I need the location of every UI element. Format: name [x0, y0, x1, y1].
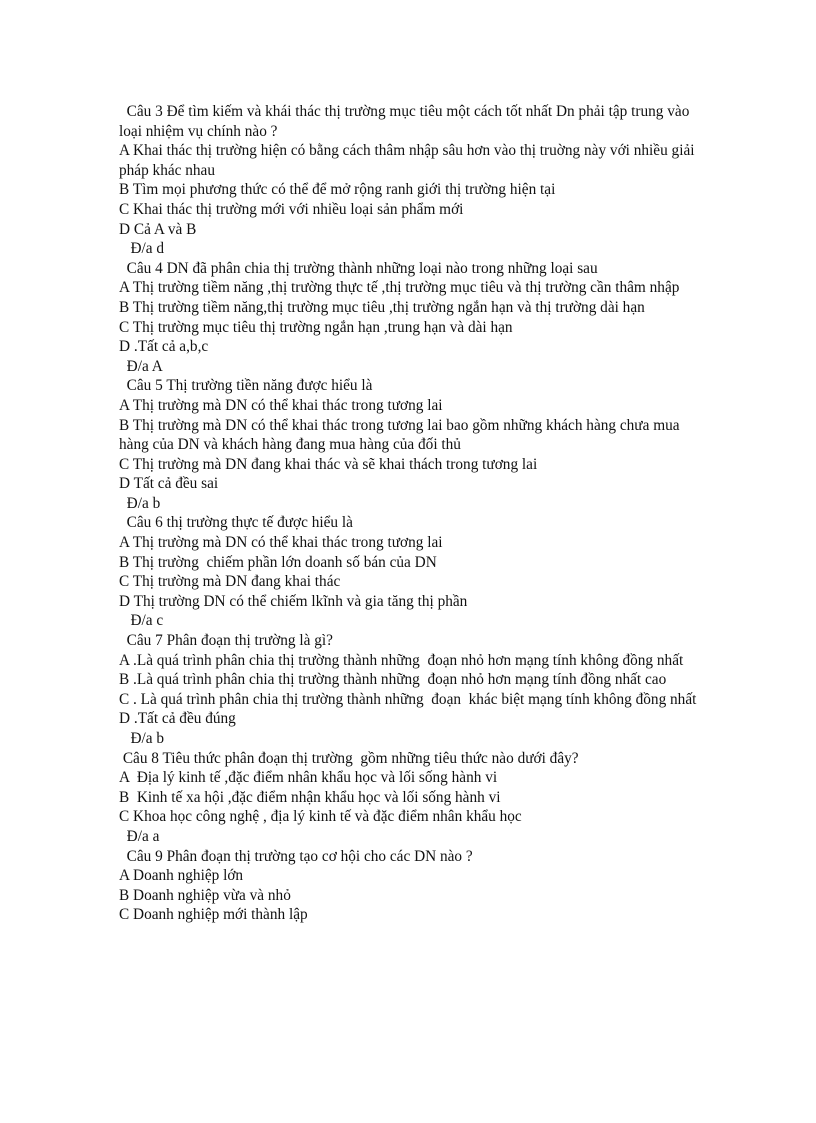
q3-option-c: C Khai thác thị trường mới với nhiều loại sản phẩm mới: [119, 200, 464, 218]
q3-option-d: D Cả A và B: [119, 220, 197, 238]
q6-option-c: C Thị trường mà DN đang khai thác: [119, 573, 341, 591]
q7-option-a: A .Là quá trình phân chia thị trường thành những đoạn nhỏ hơn mạng tính không đồng nhất: [119, 651, 684, 669]
q6-answer: Đ/a c: [119, 612, 164, 630]
q5-option-b: B Thị trường mà DN có thể khai thác trong tương lai bao gồm những khách hàng chưa mua hàng của DN và khách hàng đang mua hàng của đối thủ: [119, 416, 684, 454]
q7-answer: Đ/a b: [119, 730, 165, 747]
question-8-text: Câu 8 Tiêu thức phân đoạn thị trường gồm những tiêu thức nào dưới đây?: [119, 749, 579, 767]
q7-option-c: C . Là quá trình phân chia thị trường thành những đoạn khác biệt mạng tính không đồng nhất: [119, 690, 697, 708]
q4-option-a: A Thị trường tiềm năng ,thị trường thực tế ,thị trường mục tiêu và thị trường cần thâm nhập: [119, 279, 680, 297]
q9-option-c: C Doanh nghiệp mới thành lập: [119, 906, 308, 924]
q3-option-b: B Tìm mọi phương thức có thể để mở rộng ranh giới thị trường hiện tại: [119, 181, 556, 199]
document-body: [119, 102, 699, 925]
q4-option-c: C Thị trường mục tiêu thị trường ngắn hạn ,trung hạn và dài hạn: [119, 318, 513, 336]
q9-option-a: A Doanh nghiệp lớn: [119, 867, 244, 885]
q8-option-a: A Địa lý kinh tế ,đặc điểm nhân khẩu học và lối sống hành vi: [119, 769, 498, 787]
q5-option-c: C Thị trường mà DN đang khai thác và sẽ khai thách trong tương lai: [119, 455, 538, 473]
q6-option-d: D Thị trường DN có thể chiếm lkĩnh và gia tăng thị phần: [119, 592, 468, 610]
q9-option-b: B Doanh nghiệp vừa và nhỏ: [119, 886, 291, 904]
q4-answer: Đ/a A: [119, 357, 163, 375]
q7-option-b: B .Là quá trình phân chia thị trường thành những đoạn nhỏ hơn mạng tính đồng nhất cao: [119, 671, 667, 689]
q5-answer: Đ/a b: [119, 494, 161, 512]
question-6-text: Câu 6 thị trường thực tế được hiểu là: [119, 514, 353, 532]
q8-answer: Đ/a a: [119, 827, 160, 845]
q4-option-d: D .Tất cả a,b,c: [119, 338, 209, 356]
q7-option-d: D .Tất cả đều đúng: [119, 710, 236, 728]
q4-option-b: B Thị trường tiềm năng,thị trường mục tiêu ,thị trường ngắn hạn và thị trường dài hạn: [119, 298, 645, 316]
question-3-text: Câu 3 Để tìm kiếm và khái thác thị trường mục tiêu một cách tốt nhất Dn phải tập trung vào loại nhiệm vụ chính nào ?: [119, 103, 694, 140]
q5-option-d: D Tất cả đều sai: [119, 475, 219, 493]
question-7-text: Câu 7 Phân đoạn thị trường là gì?: [119, 632, 333, 650]
q8-option-c: C Khoa học công nghệ , địa lý kinh tế và đặc điểm nhân khẩu học: [119, 808, 522, 826]
question-5-text: Câu 5 Thị trường tiền năng được hiểu là: [119, 377, 373, 395]
q8-option-b: B Kinh tế xa hội ,đặc điểm nhận khẩu học và lối sống hành vi: [119, 788, 501, 806]
q6-option-b: B Thị trường chiếm phần lớn doanh số bán của DN: [119, 553, 437, 571]
q6-option-a: A Thị trường mà DN có thể khai thác trong tương lai: [119, 534, 443, 552]
q5-option-a: A Thị trường mà DN có thể khai thác trong tương lai: [119, 396, 443, 414]
q3-option-a: A Khai thác thị trường hiện có bằng cách thâm nhập sâu hơn vào thị truờng này với nhiều giải pháp khác nhau: [119, 142, 699, 179]
question-9-text: Câu 9 Phân đoạn thị trường tạo cơ hội cho các DN nào ?: [119, 847, 473, 865]
question-4-text: Câu 4 DN đã phân chia thị trường thành những loại nào trong những loại sau: [119, 259, 598, 277]
q3-answer: Đ/a d: [119, 240, 165, 258]
